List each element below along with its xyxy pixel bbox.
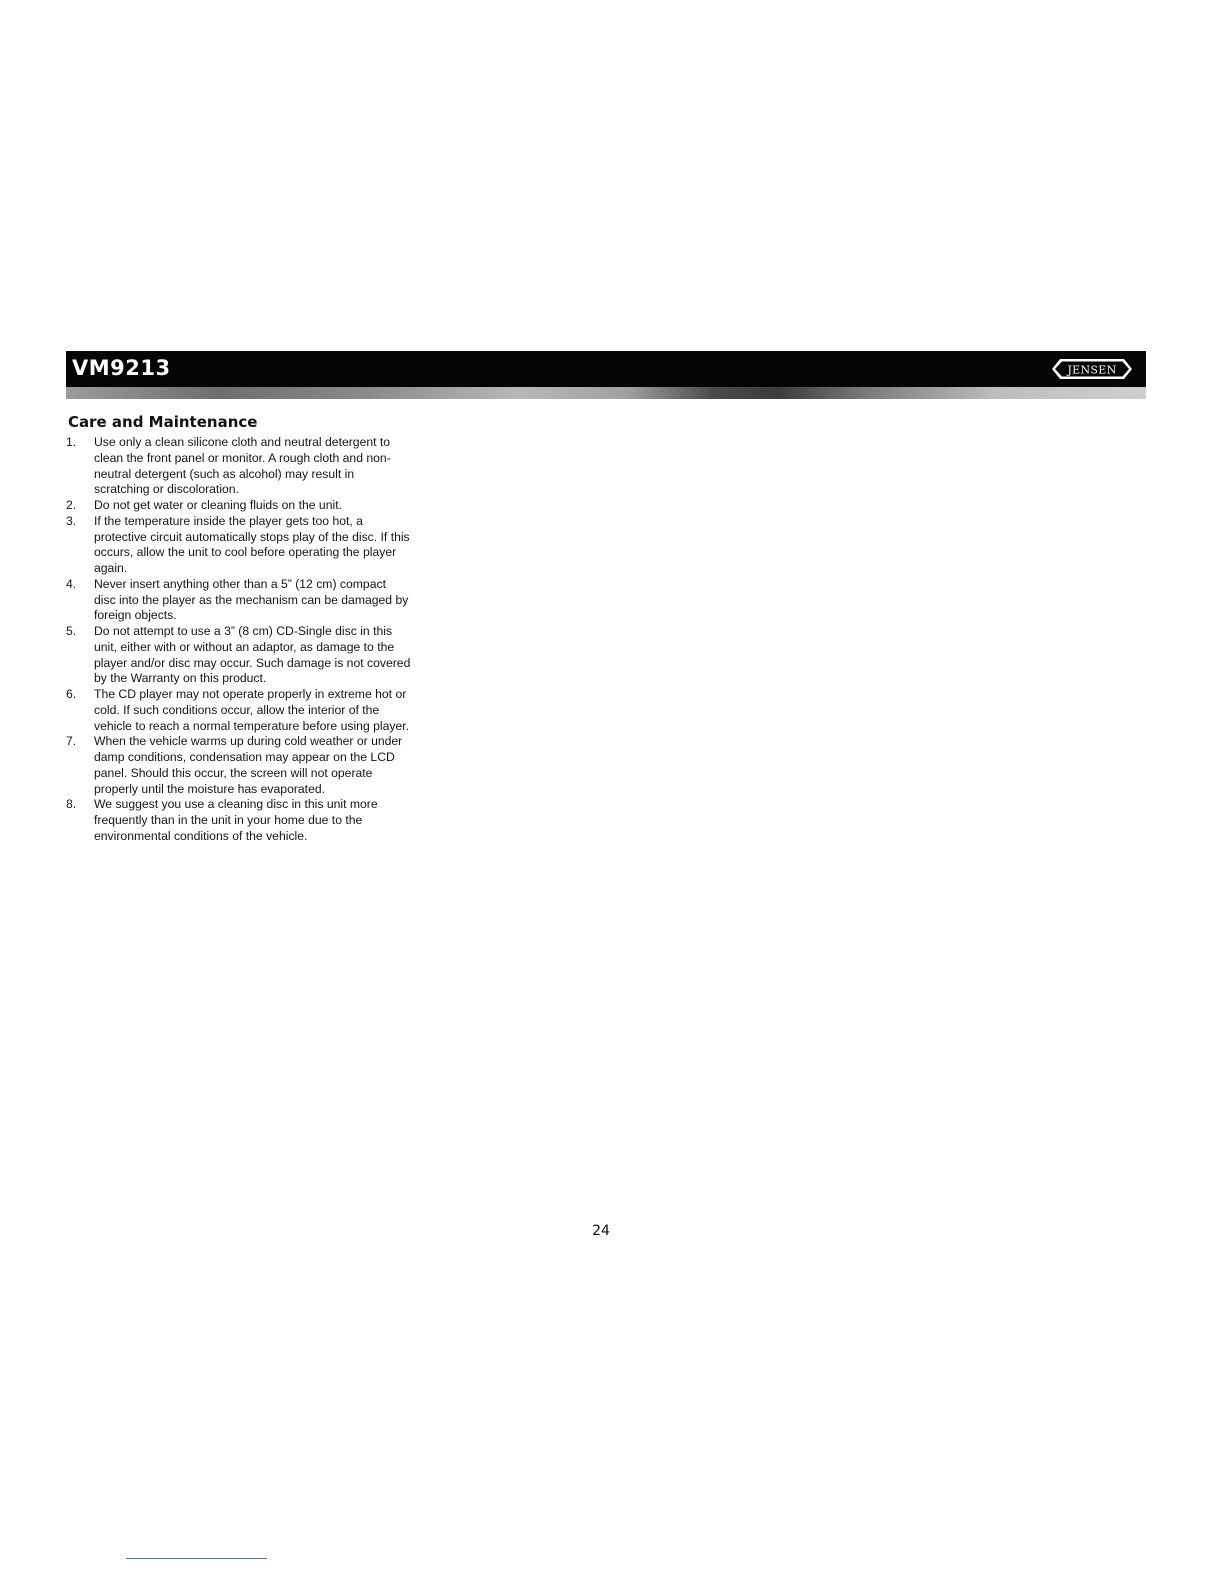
item-number: 1. [66,435,77,449]
list-item [66,797,411,844]
item-number: 5. [66,624,77,638]
list-item [66,435,411,498]
item-text: Do not get water or cleaning fluids on the unit. [94,498,342,512]
item-text: When the vehicle warms up during cold weather or under damp conditions, condensation may appear on the LCD panel. Should this occur, the screen will not operate properly until the moisture has evaporated. [94,734,403,796]
item-text: Use only a clean silicone cloth and neutral detergent to clean the front panel or monitor. A rough cloth and non-neutral detergent (such as alcohol) may result in scratching or discoloration. [94,435,391,497]
section-title: Care and Maintenance [68,413,258,431]
care-maintenance-list [66,435,411,845]
list-item [66,624,411,687]
svg-text:JENSEN: JENSEN [1067,363,1117,377]
list-item [66,687,411,734]
page-number: 24 [592,1223,610,1239]
item-number: 6. [66,687,77,701]
footer-rule [126,1558,267,1559]
item-text: Do not attempt to use a 3” (8 cm) CD-Single disc in this unit, either with or without an adaptor, as damage to the player and/or disc may occur. Such damage is not covered by the Warranty on this product. [94,624,411,686]
item-text: If the temperature inside the player gets too hot, a protective circuit automatically stops play of the disc. If this occurs, allow the unit to cool before operating the player again. [94,513,410,575]
model-title: VM9213 [72,356,171,380]
item-number: 4. [66,576,77,591]
item-text: The CD player may not operate properly in extreme hot or cold. If such conditions occur, allow the interior of the vehicle to reach a normal temperature before using player. [94,687,410,733]
list-item [66,498,411,514]
item-number: 2. [66,498,77,512]
header-bar [66,351,1146,387]
item-number: 8. [66,797,77,812]
list-item [66,514,411,577]
jensen-logo [1050,357,1134,381]
list-item [66,734,411,797]
item-text: Never insert anything other than a 5” (12 cm) compact disc into the player as the mechanism can be damaged by foreign objects. [94,576,409,623]
item-number: 7. [66,734,77,749]
item-number: 3. [66,513,77,528]
item-text: We suggest you use a cleaning disc in this unit more frequently than in the unit in your home due to the environmental conditions of the vehicle. [94,797,378,843]
list-item [66,577,411,624]
header-gradient-strip [66,387,1146,399]
